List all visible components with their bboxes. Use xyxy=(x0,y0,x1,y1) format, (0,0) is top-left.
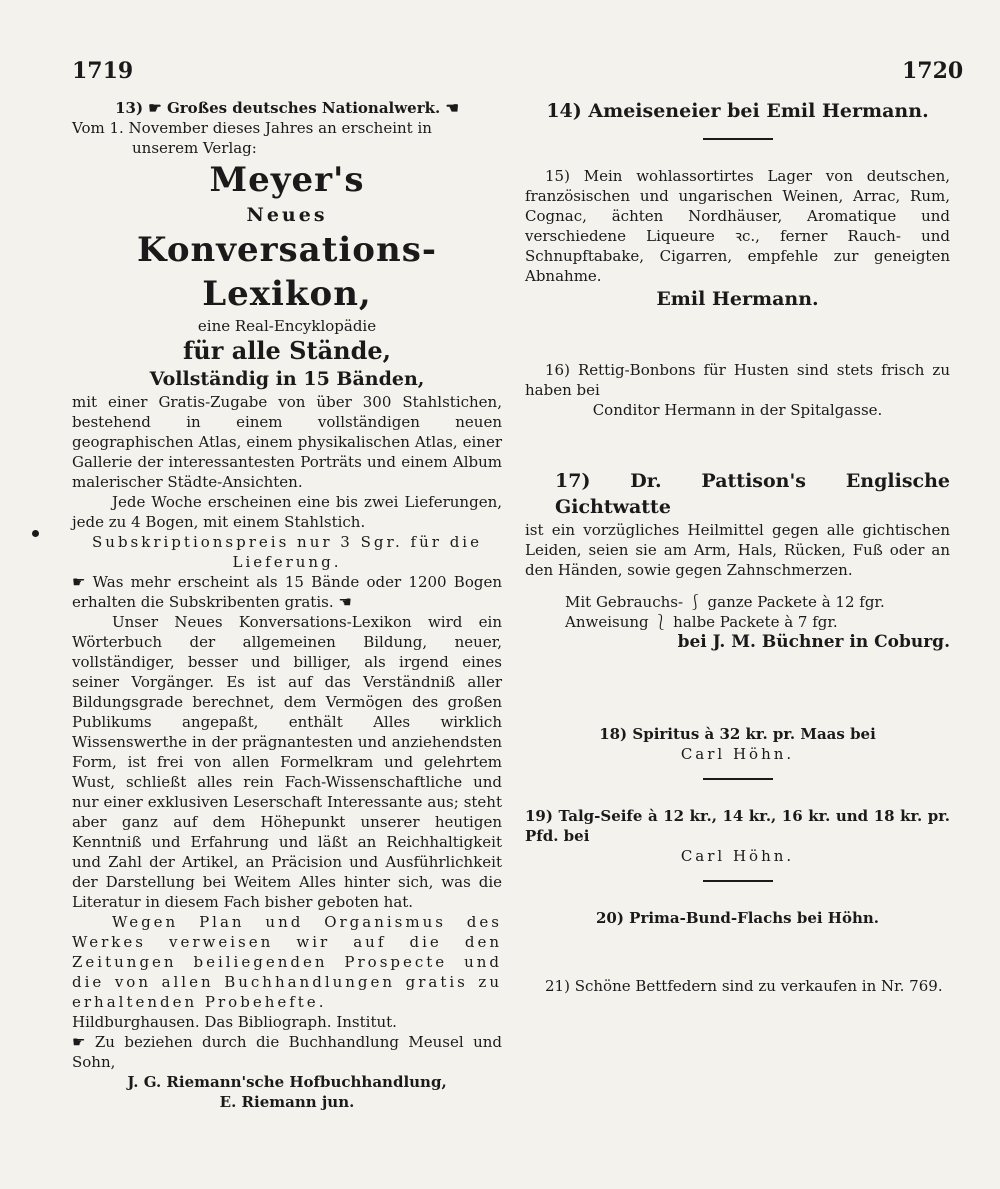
ink-dot xyxy=(32,530,39,537)
spacer xyxy=(525,154,950,166)
item-14: 14) Ameiseneier bei Emil Hermann. xyxy=(546,100,929,122)
spacer xyxy=(525,794,950,806)
item-21: 21) Schöne Bettfedern sind zu verkaufen in Nr. 769. xyxy=(545,977,943,995)
item-13-intro-line2: unserem Verlag: xyxy=(132,139,257,157)
encyclopedia-subtitle: eine Real-Encyklopädie xyxy=(197,317,377,335)
spacer xyxy=(525,952,950,976)
spacer xyxy=(525,420,950,444)
divider xyxy=(703,880,773,882)
item-17-signature: bei J. M. Büchner in Coburg. xyxy=(677,632,950,652)
spacer xyxy=(525,676,950,700)
spacer xyxy=(525,896,950,908)
publisher-line: Hildburghausen. Das Bibliograph. Institut. xyxy=(72,1013,397,1031)
volumes-subtitle: Vollständig in 15 Bänden, xyxy=(149,368,425,390)
item-13-heading: 13) ☛ Großes deutsches Nationalwerk. ☚ xyxy=(115,99,459,117)
riemann-line: E. Riemann jun. xyxy=(219,1093,355,1111)
weekly-paragraph: Jede Woche erscheinen eine bis zwei Lieferungen, jede zu 4 Bogen, mit einem Stahlstich. xyxy=(72,493,502,531)
item-19-signature: Carl Höhn. xyxy=(680,847,795,865)
item-18-signature: Carl Höhn. xyxy=(680,745,795,763)
page-number-left: 1719 xyxy=(72,58,134,84)
spacer xyxy=(525,928,950,952)
item-17-body: ist ein vorzügliches Heilmittel gegen alle gichtischen Leiden, seien sie am Arm, Hals, Rücken, Fuß oder an den Händen, sowie gegen Zahnschmerzen. xyxy=(525,521,950,579)
divider xyxy=(703,138,773,140)
lexikon-description: Unser Neues Konversations-Lexikon wird ein Wörterbuch der allgemeinen Bildung, neuer, vollständiger, besser und billiger, als irgend eines seiner Vorgänger. Es ist auf das Verständniß aller Bildungsgrade berechnet, dem Vermögen des großen Publikums angepaßt, enthält Alles wirklich Wissenswerthe in der prägnantesten und anziehendsten Form, ist frei von allen Formelkram und gelehrtem Wust, schließt alles rein Fach-Wissenschaftliche und nur einer exklusiven Leserschaft Interessante aus; steht aber ganz auf dem Höhepunkt unserer heutigen Kenntniß und Erfahrung und läßt an Reichhaltigkeit und Zahl der Artikel, an Präcision und Ausführlichkeit der Darstellung bei Weitem Alles hinter sich, was die Literatur in diesem Fach bisher geboten hat. xyxy=(72,613,502,911)
meyer-title: Meyer's xyxy=(209,160,365,200)
left-column xyxy=(72,98,502,1112)
item-17-price-half: Anweisung ⎱ halbe Packete à 7 fgr. xyxy=(565,613,838,631)
item-17-heading: 17) Dr. Pattison's Englische Gichtwatte xyxy=(555,470,950,518)
divider xyxy=(703,778,773,780)
item-19: 19) Talg-Seife à 12 kr., 14 kr., 16 kr. und 18 kr. pr. Pfd. bei xyxy=(525,807,950,845)
item-17-price-whole: Mit Gebrauchs- ⎰ ganze Packete à 12 fgr. xyxy=(565,593,885,611)
item-15-signature: Emil Hermann. xyxy=(656,288,819,310)
spacer xyxy=(525,700,950,724)
spacer xyxy=(525,444,950,468)
plan-paragraph: Wegen Plan und Organismus des Werkes verweisen wir auf die den Zeitungen beiliegenden Prospecte und die von allen Buchhandlungen gratis zu erhaltenden Probehefte. xyxy=(72,913,502,1011)
neues-title: Neues xyxy=(246,204,328,226)
item-13-intro-line1: Vom 1. November dieses Jahres an erscheint in xyxy=(72,119,432,137)
spacer xyxy=(525,312,950,336)
item-18: 18) Spiritus à 32 kr. pr. Maas bei xyxy=(599,725,876,743)
spacer xyxy=(525,652,950,676)
subscription-price: Subskriptionspreis nur 3 Sgr. für die Lieferung. xyxy=(92,533,482,571)
right-column xyxy=(525,98,950,996)
item-16-signature: Conditor Hermann in der Spitalgasse. xyxy=(592,401,883,419)
item-15: 15) Mein wohlassortirtes Lager von deutschen, französischen und ungarischen Weinen, Arrac, Rum, Cognac, ächten Nordhäuser, Aromatique und verschiedene Liqueure ꝛc., ferner Rauch- und Schnupftabake, Cigarren, empfehle zur geneigten Abnahme. xyxy=(525,167,950,285)
distributor-line: ☛ Zu beziehen durch die Buchhandlung Meusel und Sohn, xyxy=(72,1033,502,1071)
page-number-right: 1720 xyxy=(902,58,964,84)
lexikon-title: Konversations-Lexikon, xyxy=(137,230,437,314)
volumes-gratis-paragraph: ☛ Was mehr erscheint als 15 Bände oder 1200 Bogen erhalten die Subskribenten gratis. ☚ xyxy=(72,573,502,611)
hofbuchhandlung-line: J. G. Riemann'sche Hofbuchhandlung, xyxy=(127,1073,447,1091)
stande-subtitle: für alle Stände, xyxy=(182,336,391,365)
gratis-paragraph: mit einer Gratis-Zugabe von über 300 Stahlstichen, bestehend in einem vollständigen neuen geographischen Atlas, einem physikalischen Atlas, einer Gallerie der interessantesten Porträts und einem Album malerischer Städte-Ansichten. xyxy=(72,393,502,491)
item-20: 20) Prima-Bund-Flachs bei Höhn. xyxy=(595,909,880,927)
spacer xyxy=(525,580,950,592)
spacer xyxy=(525,336,950,360)
item-16: 16) Rettig-Bonbons für Husten sind stets frisch zu haben bei xyxy=(525,361,950,399)
